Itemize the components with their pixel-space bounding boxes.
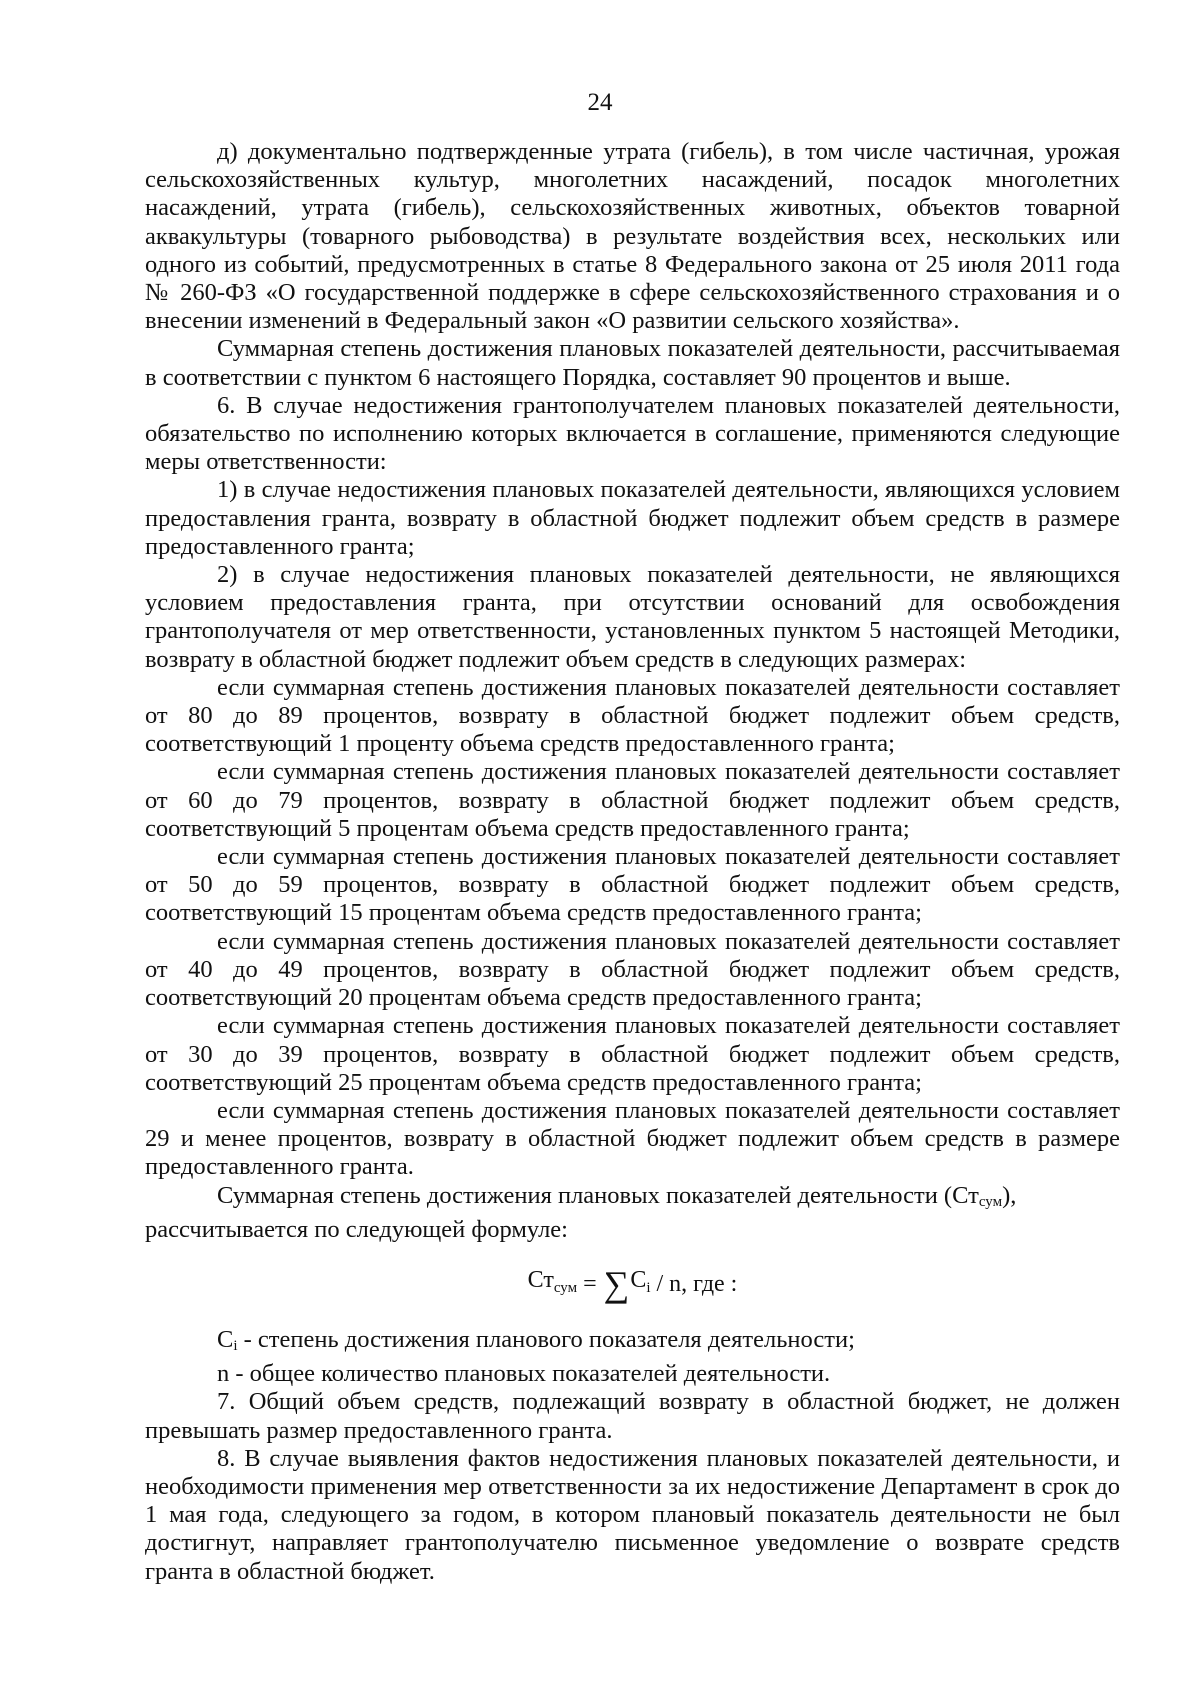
- document-body: [145, 138, 1120, 1586]
- paragraph-formula-intro-cont: рассчитывается по следующей формуле:: [145, 1215, 568, 1243]
- sum-symbol: ∑: [603, 1263, 630, 1304]
- paragraph-range-50-59: если суммарная степень достижения плановых показателей деятельности составляет от 50 до 59 процентов, возврату в областной бюджет подлежит объем средств, соответствующий 15 процентам объема средств предоставленного гранта;: [145, 843, 1120, 927]
- paragraph-range-80-89: если суммарная степень достижения плановых показателей деятельности составляет от 80 до 89 процентов, возврату в областной бюджет подлежит объем средств, соответствующий 1 проценту объема средств предоставленного гранта;: [145, 673, 1120, 758]
- formula-equals: =: [583, 1270, 597, 1297]
- paragraph-range-29-less: если суммарная степень достижения плановых показателей деятельности составляет 29 и менее процентов, возврату в областной бюджет подлежит объем средств в размере предоставленного гранта.: [145, 1096, 1120, 1181]
- paragraph-item-7: 7. Общий объем средств, подлежащий возврату в областной бюджет, не должен превышать размер предоставленного гранта.: [145, 1388, 1120, 1444]
- paragraph-range-30-39: если суммарная степень достижения плановых показателей деятельности составляет от 30 до 39 процентов, возврату в областной бюджет подлежит объем средств, соответствующий 25 процентам объема средств предоставленного гранта;: [145, 1012, 1120, 1096]
- paragraph-summary-90: Суммарная степень достижения плановых показателей деятельности, рассчитываемая в соответствии с пунктом 6 настоящего Порядка, составляет 90 процентов и выше.: [145, 335, 1120, 391]
- formula-lhs: $Ст_{сум}$: [527, 1266, 578, 1296]
- definition-n: n - общее количество плановых показателей деятельности.: [217, 1360, 831, 1388]
- formula-divider: / n, где :: [656, 1270, 738, 1297]
- definition-ci: Ci - степень достижения планового показателя деятельности;: [217, 1325, 855, 1354]
- paragraph-formula-intro: Суммарная степень достижения плановых показателей деятельности (Стсум),: [217, 1181, 1017, 1210]
- formula-term: $C_i$: [630, 1266, 651, 1296]
- paragraph-range-40-49: если суммарная степень достижения плановых показателей деятельности составляет от 40 до 49 процентов, возврату в областной бюджет подлежит объем средств, соответствующий 20 процентам объема средств предоставленного гранта;: [145, 927, 1120, 1012]
- paragraph-range-60-79: если суммарная степень достижения плановых показателей деятельности составляет от 60 до 79 процентов, возврату в областной бюджет подлежит объем средств, соответствующий 5 процентам объема средств предоставленного гранта;: [145, 758, 1120, 842]
- formula: [145, 1264, 1120, 1304]
- paragraph-item-6: 6. В случае недостижения грантополучателем плановых показателей деятельности, обязательство по исполнению которых включается в соглашение, применяются следующие меры ответственности:: [145, 391, 1120, 476]
- page-number: 24: [587, 89, 613, 116]
- paragraph-subitem-1: 1) в случае недостижения плановых показателей деятельности, являющихся условием предоставления гранта, возврату в областной бюджет подлежит объем средств в размере предоставленного гранта;: [145, 476, 1120, 560]
- paragraph-d: д) документально подтвержденные утрата (гибель), в том числе частичная, урожая сельскохозяйственных культур, многолетних насаждений, посадок многолетних насаждений, утрата (гибель), сельскохозяйственных животных, объектов товарной аквакультуры (товарного рыбоводства) в результате воздействия всех, нескольких или одного из событий, предусмотренных в статье 8 Федерального закона от 25 июля 2011 года № 260-ФЗ «О государственной поддержке в сфере сельскохозяйственного страхования и о внесении изменений в Федеральный закон «О развитии сельского хозяйства».: [145, 138, 1120, 335]
- paragraph-item-8: 8. В случае выявления фактов недостижения плановых показателей деятельности, и необходимости применения мер ответственности за их недостижение Департамент в срок до 1 мая года, следующего за годом, в котором плановый показатель деятельности не был достигнут, направляет грантополучателю письменное уведомление о возврате средств гранта в областной бюджет.: [145, 1444, 1120, 1585]
- paragraph-subitem-2: 2) в случае недостижения плановых показателей деятельности, не являющихся условием предоставления гранта, при отсутствии оснований для освобождения грантополучателя от мер ответственности, установленных пунктом 5 настоящей Методики, возврату в областной бюджет подлежит объем средств в следующих размерах:: [145, 561, 1120, 673]
